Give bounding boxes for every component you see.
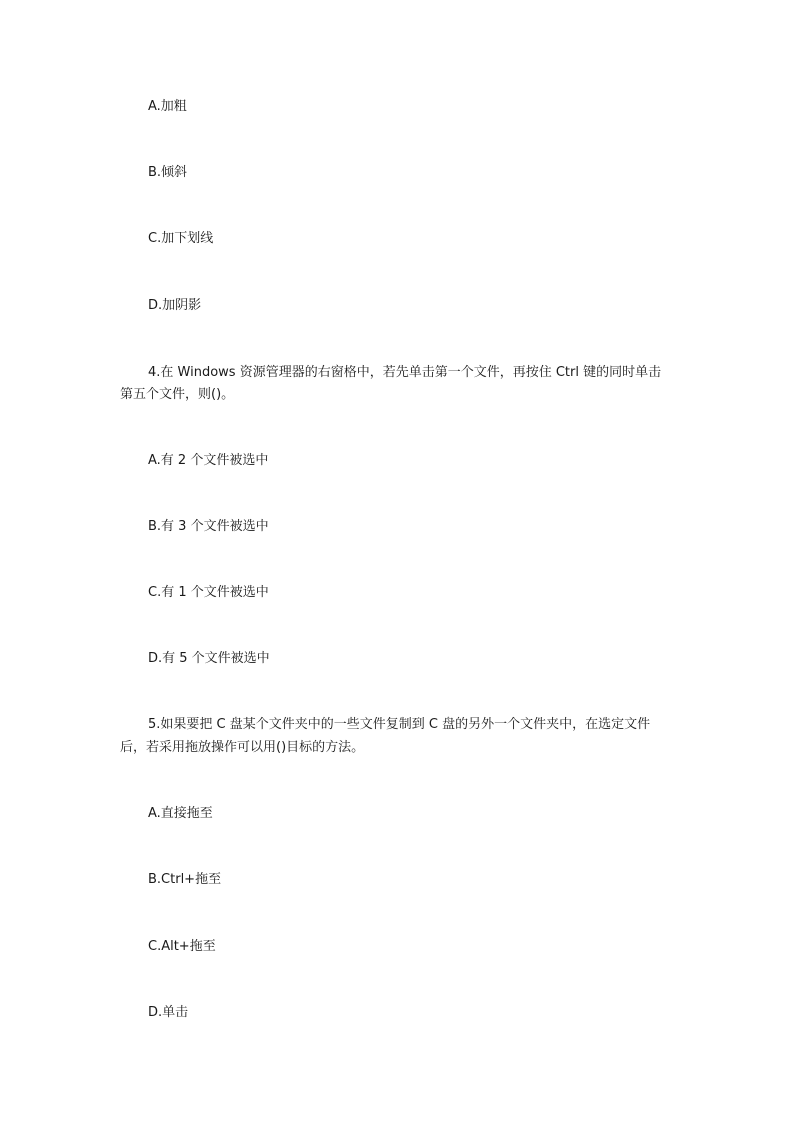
q4-question-line2: 第五个文件，则()。 (120, 387, 235, 402)
q4-option-b: B.有 3 个文件被选中 (148, 519, 269, 534)
q4-option-a: A.有 2 个文件被选中 (148, 453, 269, 468)
q3-option-d: D.加阴影 (148, 298, 202, 313)
q5-option-b: B.Ctrl+拖至 (148, 872, 222, 887)
q5-question-line1: 5.如果要把 C 盘某个文件夹中的一些文件复制到 C 盘的另外一个文件夹中，在选定文件 (148, 717, 651, 732)
q4-option-c: C.有 1 个文件被选中 (148, 585, 269, 600)
q4-question-line1: 4.在 Windows 资源管理器的右窗格中，若先单击第一个文件，再按住 Ctrl 键的同时单击 (148, 365, 662, 380)
q5-option-c: C.Alt+拖至 (148, 939, 216, 954)
q5-option-a: A.直接拖至 (148, 806, 213, 821)
q3-option-b: B.倾斜 (148, 165, 188, 180)
q5-option-d: D.单击 (148, 1005, 189, 1020)
q4-option-d: D.有 5 个文件被选中 (148, 651, 270, 666)
q5-question-line2: 后，若采用拖放操作可以用()目标的方法。 (120, 740, 365, 755)
q3-option-a: A.加粗 (148, 99, 187, 114)
q3-option-c: C.加下划线 (148, 231, 214, 246)
